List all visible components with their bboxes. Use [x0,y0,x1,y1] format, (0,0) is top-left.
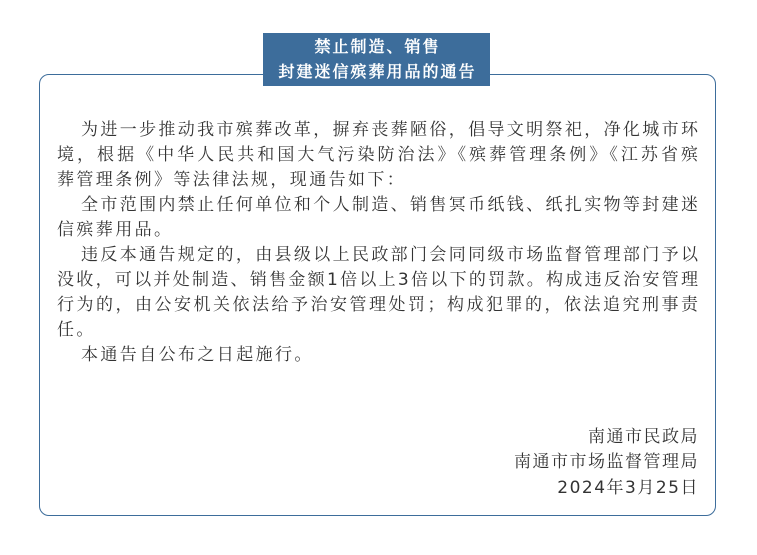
paragraph-3-line-4: 任。 [57,320,96,340]
paragraph-4-line-1: 本通告自公布之日起施行。 [81,345,314,365]
title-line-2: 封建迷信殡葬用品的通告 [278,62,477,81]
issue-date: 2024年3月25日 [557,478,699,498]
paragraph-2-line-2: 信殡葬用品。 [57,220,174,240]
title-banner [263,33,490,86]
paragraph-3-line-1: 违反本通告规定的，由县级以上民政部门会同同级市场监督管理部门予以 [81,245,698,265]
issuer-market-supervision-bureau: 南通市市场监督管理局 [514,452,699,472]
paragraph-2-line-1: 全市范围内禁止任何单位和个人制造、销售冥币纸钱、纸扎实物等封建迷 [81,195,698,215]
paragraph-1-line-2: 境，根据《中华人民共和国大气污染防治法》《殡葬管理条例》《江苏省殡 [57,145,698,165]
issuer-civil-affairs-bureau: 南通市民政局 [588,427,699,447]
title-line-1: 禁止制造、销售 [314,37,441,56]
paragraph-3-line-3: 行为的，由公安机关依法给予治安管理处罚；构成犯罪的，依法追究刑事责 [57,295,698,315]
paragraph-1-line-1: 为进一步推动我市殡葬改革，摒弃丧葬陋俗，倡导文明祭祀，净化城市环 [81,120,698,140]
paragraph-3-line-2: 没收，可以并处制造、销售金额1倍以上3倍以下的罚款。构成违反治安管理 [57,270,698,290]
paragraph-1-line-3: 葬管理条例》等法律法规，现通告如下： [57,170,407,190]
